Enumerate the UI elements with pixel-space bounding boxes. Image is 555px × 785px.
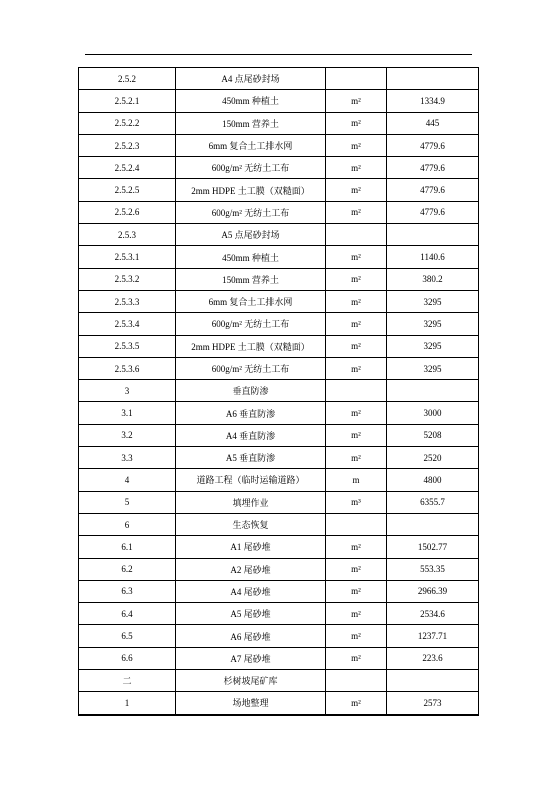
- item-name-cell: 600g/m² 无纺土工布: [176, 157, 326, 179]
- unit-cell: m²: [326, 201, 387, 223]
- table-row: [79, 290, 479, 312]
- item-name-cell: 600g/m² 无纺土工布: [176, 357, 326, 379]
- unit-cell: m²: [326, 625, 387, 647]
- table-row: [79, 357, 479, 379]
- quantity-cell: 4779.6: [387, 179, 479, 201]
- unit-cell: m²: [326, 536, 387, 558]
- quantity-cell: [387, 68, 479, 90]
- table-row: [79, 224, 479, 246]
- item-number-cell: 3.1: [79, 402, 176, 424]
- quantity-cell: 1502.77: [387, 536, 479, 558]
- item-name-cell: 600g/m² 无纺土工布: [176, 201, 326, 223]
- item-name-cell: A6 尾砂堆: [176, 625, 326, 647]
- unit-cell: m²: [326, 447, 387, 469]
- unit-cell: m: [326, 469, 387, 491]
- quantity-cell: 4779.6: [387, 134, 479, 156]
- table-row: [79, 157, 479, 179]
- item-number-cell: 3.3: [79, 447, 176, 469]
- quantity-cell: 6355.7: [387, 491, 479, 513]
- unit-cell: [326, 670, 387, 692]
- unit-cell: m²: [326, 290, 387, 312]
- item-name-cell: 450mm 种植土: [176, 90, 326, 112]
- item-name-cell: A4 尾砂堆: [176, 580, 326, 602]
- unit-cell: m²: [326, 647, 387, 669]
- unit-cell: m³: [326, 491, 387, 513]
- table-row: [79, 268, 479, 290]
- table-row: [79, 112, 479, 134]
- table-row: [79, 424, 479, 446]
- item-number-cell: 2.5.3.6: [79, 357, 176, 379]
- unit-cell: [326, 224, 387, 246]
- item-number-cell: 2.5.3.1: [79, 246, 176, 268]
- quantity-cell: 3295: [387, 335, 479, 357]
- quantity-cell: 5208: [387, 424, 479, 446]
- quantity-cell: 4779.6: [387, 201, 479, 223]
- item-number-cell: 5: [79, 491, 176, 513]
- table-row: [79, 313, 479, 335]
- item-number-cell: 6: [79, 513, 176, 535]
- quantity-cell: 2573: [387, 692, 479, 715]
- quantity-cell: 2534.6: [387, 603, 479, 625]
- quantity-cell: 1334.9: [387, 90, 479, 112]
- table-row: [79, 580, 479, 602]
- unit-cell: [326, 68, 387, 90]
- quantity-cell: 2966.39: [387, 580, 479, 602]
- item-name-cell: 生态恢复: [176, 513, 326, 535]
- quantity-cell: 553.35: [387, 558, 479, 580]
- table-row: [79, 402, 479, 424]
- quantity-cell: 1237.71: [387, 625, 479, 647]
- table-row: [79, 491, 479, 513]
- item-name-cell: 150mm 营养土: [176, 268, 326, 290]
- table-row: [79, 625, 479, 647]
- item-name-cell: A5 垂直防渗: [176, 447, 326, 469]
- table-row: [79, 558, 479, 580]
- quantity-cell: 3295: [387, 357, 479, 379]
- item-number-cell: 6.5: [79, 625, 176, 647]
- table-row: [79, 447, 479, 469]
- item-name-cell: 2mm HDPE 土工膜（双糙面）: [176, 179, 326, 201]
- quantity-cell: [387, 513, 479, 535]
- unit-cell: m²: [326, 603, 387, 625]
- quantity-cell: 1140.6: [387, 246, 479, 268]
- item-number-cell: 6.1: [79, 536, 176, 558]
- table-row: [79, 647, 479, 669]
- item-name-cell: 杉树坡尾矿库: [176, 670, 326, 692]
- quantity-cell: 223.6: [387, 647, 479, 669]
- item-number-cell: 2.5.2.6: [79, 201, 176, 223]
- item-name-cell: 填埋作业: [176, 491, 326, 513]
- item-number-cell: 6.6: [79, 647, 176, 669]
- unit-cell: m²: [326, 90, 387, 112]
- unit-cell: m²: [326, 246, 387, 268]
- quantity-cell: 445: [387, 112, 479, 134]
- unit-cell: [326, 513, 387, 535]
- unit-cell: m²: [326, 357, 387, 379]
- item-number-cell: 6.2: [79, 558, 176, 580]
- item-name-cell: A6 垂直防渗: [176, 402, 326, 424]
- item-number-cell: 2.5.3.3: [79, 290, 176, 312]
- unit-cell: m²: [326, 424, 387, 446]
- table-row: [79, 201, 479, 223]
- item-number-cell: 2.5.2: [79, 68, 176, 90]
- item-name-cell: A5 点尾砂封场: [176, 224, 326, 246]
- item-number-cell: 2.5.2.2: [79, 112, 176, 134]
- item-number-cell: 2.5.2.5: [79, 179, 176, 201]
- item-number-cell: 2.5.3.5: [79, 335, 176, 357]
- item-number-cell: 2.5.3.4: [79, 313, 176, 335]
- table-row: [79, 670, 479, 692]
- table-row: [79, 179, 479, 201]
- table-row: [79, 692, 479, 715]
- quantity-cell: 3295: [387, 290, 479, 312]
- item-name-cell: 场地整理: [176, 692, 326, 715]
- quantity-cell: 380.2: [387, 268, 479, 290]
- quantity-cell: 3000: [387, 402, 479, 424]
- item-name-cell: 600g/m² 无纺土工布: [176, 313, 326, 335]
- unit-cell: m²: [326, 558, 387, 580]
- unit-cell: m²: [326, 157, 387, 179]
- table-row: [79, 603, 479, 625]
- item-name-cell: A1 尾砂堆: [176, 536, 326, 558]
- item-name-cell: A4 垂直防渗: [176, 424, 326, 446]
- item-number-cell: 二: [79, 670, 176, 692]
- item-number-cell: 2.5.3.2: [79, 268, 176, 290]
- quantity-cell: [387, 224, 479, 246]
- item-name-cell: 道路工程（临时运输道路）: [176, 469, 326, 491]
- unit-cell: m²: [326, 268, 387, 290]
- item-number-cell: 4: [79, 469, 176, 491]
- quantities-table-body: [79, 68, 479, 715]
- quantity-cell: 4779.6: [387, 157, 479, 179]
- unit-cell: m²: [326, 402, 387, 424]
- quantity-cell: 2520: [387, 447, 479, 469]
- unit-cell: m²: [326, 134, 387, 156]
- item-name-cell: A5 尾砂堆: [176, 603, 326, 625]
- table-row: [79, 513, 479, 535]
- item-name-cell: 450mm 种植土: [176, 246, 326, 268]
- item-name-cell: 2mm HDPE 土工膜（双糙面）: [176, 335, 326, 357]
- item-name-cell: 6mm 复合土工排水网: [176, 290, 326, 312]
- item-number-cell: 2.5.3: [79, 224, 176, 246]
- item-number-cell: 2.5.2.3: [79, 134, 176, 156]
- item-number-cell: 6.3: [79, 580, 176, 602]
- item-number-cell: 1: [79, 692, 176, 715]
- unit-cell: m²: [326, 335, 387, 357]
- table-row: [79, 90, 479, 112]
- table-row: [79, 380, 479, 402]
- item-number-cell: 3.2: [79, 424, 176, 446]
- table-row: [79, 469, 479, 491]
- item-number-cell: 6.4: [79, 603, 176, 625]
- table-row: [79, 134, 479, 156]
- header-rule: [85, 54, 472, 55]
- unit-cell: m²: [326, 179, 387, 201]
- item-name-cell: 6mm 复合土工排水网: [176, 134, 326, 156]
- item-name-cell: A4 点尾砂封场: [176, 68, 326, 90]
- item-number-cell: 3: [79, 380, 176, 402]
- table-row: [79, 335, 479, 357]
- table-row: [79, 68, 479, 90]
- table-row: [79, 246, 479, 268]
- item-name-cell: A7 尾砂堆: [176, 647, 326, 669]
- quantities-table: [78, 67, 479, 716]
- unit-cell: m²: [326, 580, 387, 602]
- quantity-cell: [387, 670, 479, 692]
- quantity-cell: 3295: [387, 313, 479, 335]
- table-row: [79, 536, 479, 558]
- item-number-cell: 2.5.2.4: [79, 157, 176, 179]
- item-name-cell: A2 尾砂堆: [176, 558, 326, 580]
- item-name-cell: 垂直防渗: [176, 380, 326, 402]
- unit-cell: m²: [326, 313, 387, 335]
- unit-cell: [326, 380, 387, 402]
- unit-cell: m²: [326, 112, 387, 134]
- quantity-cell: 4800: [387, 469, 479, 491]
- item-number-cell: 2.5.2.1: [79, 90, 176, 112]
- item-name-cell: 150mm 营养土: [176, 112, 326, 134]
- unit-cell: m²: [326, 692, 387, 715]
- quantity-cell: [387, 380, 479, 402]
